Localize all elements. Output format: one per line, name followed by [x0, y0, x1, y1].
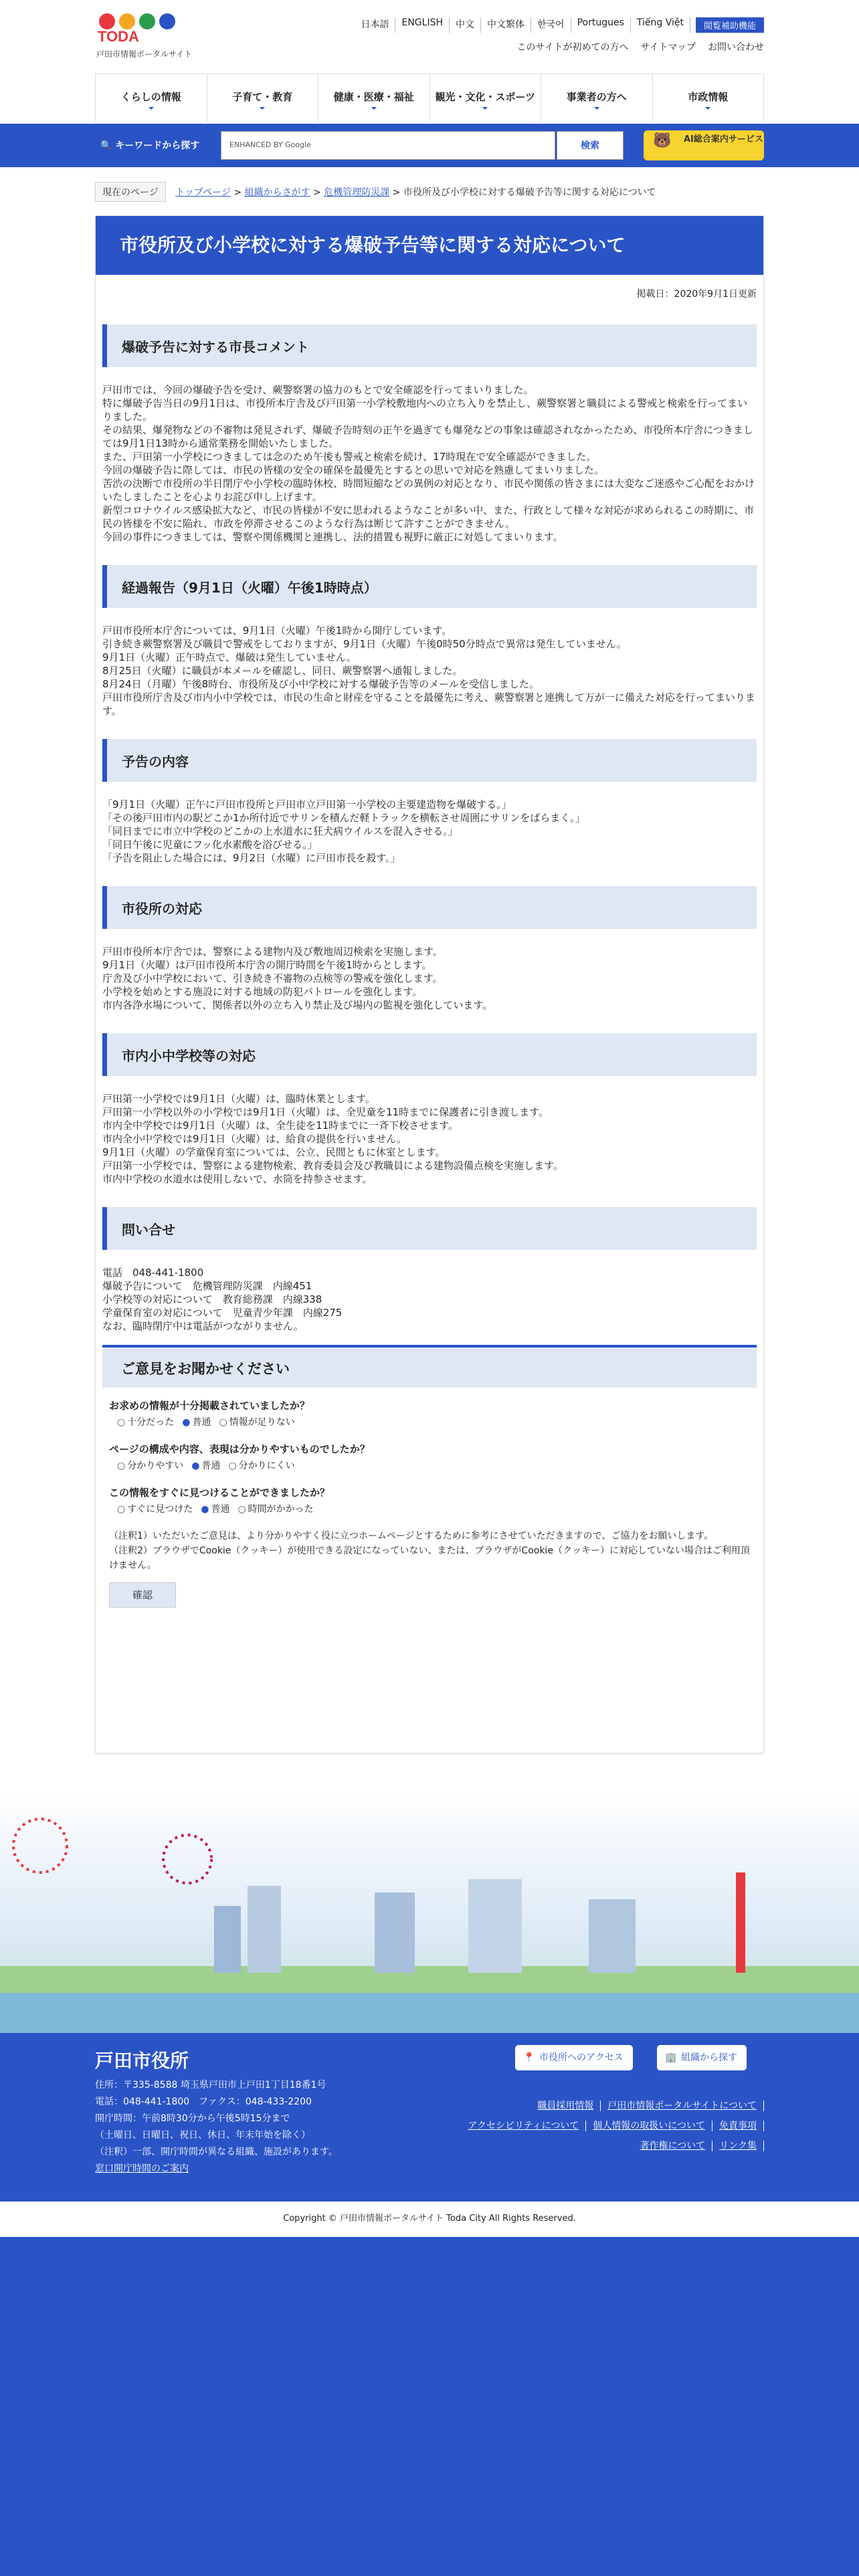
- global-nav: [95, 74, 764, 122]
- gnav-business[interactable]: 事業者の方へ: [541, 74, 652, 122]
- search-label: 🔍 キーワードから探す: [100, 140, 200, 151]
- section-body: 戸田市では、今回の爆破予告を受け、蕨警察署の協力のもとで安全確認を行ってまいりました。 特に爆破予告当日の9月1日は、市役所本庁舎及び戸田第一小学校敷地内への立ち入りを禁止し、蕨警察署と職員による警戒と検索を行ってまいりました。 その結果、爆発物などの不審物は発見されず、爆破予告時刻の正午を過ぎても爆発などの事象は確認されなかったため、市役所本庁舎につきましては9月1日13時から通常業務を開始いたしました。 また、戸田第一小学校につきましては念のため午後も警戒と検索を続け、17時現在で安全確認ができました。 今回の爆破予告に際しては、市民の皆様の安全の確保を最優先とするとの思いで対応を熟慮してまいりました。 苦渋の決断で市役所の半日閉庁や小学校の臨時休校、時間短縮などの異例の対応となり、市民や関係の皆さまには大変なご迷惑やご心配をおかけいたしましたことを心よりお詫び申し上げます。 新型コロナウイルス感染拡大など、市民の皆様が不安に思われるようなことが多い中、また、行政として様々な対応が求められるこの時期に、市民の皆様を不安に陥れ、市政を停滞させるこのような行為は断じて許すことができません。 今回の事件につきましては、警察や関係機関と連携し、法的措置も視野に厳正に対処してまいります。: [102, 384, 755, 543]
- footer-link[interactable]: 職員採用情報: [531, 2101, 601, 2111]
- language-menu: [355, 17, 764, 33]
- org-search-button[interactable]: 🏢 組織から探す: [657, 2045, 747, 2070]
- main-content: [95, 215, 764, 1753]
- survey-question: この情報をすぐに見つけることができましたか？: [109, 1487, 330, 1499]
- section-heading: 爆破予告に対する市長コメント: [102, 324, 757, 367]
- gnav-health[interactable]: 健康・医療・福祉: [318, 74, 430, 122]
- org-icon: 🏢: [665, 2052, 677, 2063]
- survey-question: お求めの情報が十分掲載されていましたか？: [109, 1400, 310, 1412]
- section-heading: 問い合せ: [102, 1207, 757, 1250]
- breadcrumb-org[interactable]: 組織からさがす: [244, 187, 310, 198]
- radio-option[interactable]: ○ 時間がかかった: [237, 1502, 313, 1515]
- footer-title: 戸田市役所: [95, 2050, 189, 2072]
- footer-links: [461, 2096, 764, 2156]
- section-heading: 市役所の対応: [102, 886, 757, 929]
- lang-zh[interactable]: 中文: [450, 17, 481, 33]
- accessibility-button[interactable]: 閲覧補助機能: [696, 17, 764, 33]
- radio-option[interactable]: ○ 情報が足りない: [219, 1415, 294, 1428]
- search-bar: [0, 124, 859, 167]
- survey-options: [96, 1499, 763, 1518]
- page-background: [0, 2237, 859, 2576]
- lang-ja[interactable]: 日本語: [355, 17, 395, 33]
- footer-link[interactable]: 著作権について: [634, 2141, 713, 2151]
- radio-option[interactable]: ● 普通: [191, 1459, 220, 1472]
- section-body: 電話 048-441-1800 爆破予告について 危機管理防災課 内線451 小学校等の対応について 教育総務課 内線338 学童保育室の対応について 児童青少年課 内線275 なお、臨時閉庁中は電話がつながりません。: [102, 1267, 343, 1332]
- contact-link[interactable]: お問い合わせ: [708, 42, 764, 53]
- site-header: [0, 0, 859, 124]
- footer-link[interactable]: リンク集: [712, 2141, 764, 2151]
- hours-link[interactable]: 窓口開庁時間のご案内: [95, 2163, 189, 2174]
- city-illustration: [0, 1792, 859, 2040]
- site-logo[interactable]: [95, 7, 256, 62]
- map-pin-icon: 📍: [523, 2052, 535, 2063]
- breadcrumb-current: 市役所及び小学校に対する爆破予告等に関する対応について: [403, 187, 656, 198]
- site-footer: [0, 2033, 859, 2202]
- confirm-button[interactable]: 確認: [109, 1582, 176, 1608]
- footer-info: 住所：〒335-8588 埼玉県戸田市上戸田1丁目18番1号 電話：048-441-1800 ファクス：048-433-2200 開庁時間：午前8時30分から午後5時15分まで （土曜日、日曜日、祝日、休日、年末年始を除く） （注釈）一部、開庁時間が異なる組織、施設があります。 窓口開庁時間のご案内: [95, 2080, 338, 2174]
- gnav-government[interactable]: 市政情報: [652, 74, 765, 122]
- radio-option[interactable]: ○ 十分だった: [117, 1415, 174, 1428]
- lang-ko[interactable]: 한국어: [531, 17, 571, 33]
- logo-wordmark: TODA: [98, 28, 139, 45]
- survey-options: [96, 1412, 763, 1431]
- footer-link[interactable]: 免責事項: [712, 2121, 764, 2131]
- section-body: 戸田市役所本庁舎については、9月1日（火曜）午後1時から開庁しています。 引き続き蕨警察署及び職員で警戒をしておりますが、9月1日（火曜）午後0時50分時点で異常は発生していません。 9月1日（火曜）正午時点で、爆破は発生していません。 8月25日（火曜）に職員が本メールを確認し、同日、蕨警察署へ通報しました。 8月24日（月曜）午後8時台、市役所及び小中学校に対する爆破予告等のメールを受信しました。 戸田市役所庁舎及び市内小中学校では、市民の生命と財産を守ることを最優先に考え、蕨警察署と連携して万が一に備えた対応を行ってまいります。: [102, 625, 755, 717]
- update-date: 掲載日：2020年9月1日更新: [636, 289, 757, 300]
- utility-links: [517, 40, 765, 53]
- first-time-link[interactable]: このサイトが初めての方へ: [516, 42, 629, 53]
- survey-heading: ご意見をお聞かせください: [102, 1345, 757, 1388]
- sitemap-link[interactable]: サイトマップ: [640, 42, 696, 53]
- search-button[interactable]: 検索: [557, 131, 624, 160]
- radio-option[interactable]: ○ 分かりやすい: [117, 1459, 183, 1472]
- gnav-living[interactable]: くらしの情報: [95, 74, 207, 122]
- breadcrumb: 現在のページ トップページ > 組織からさがす > 危機管理防災課 > 市役所及び小学校に対する爆破予告等に関する対応について: [95, 182, 656, 202]
- access-button[interactable]: 📍 市役所へのアクセス: [515, 2045, 633, 2070]
- radio-option[interactable]: ○ 分かりにくい: [228, 1459, 294, 1472]
- breadcrumb-top[interactable]: トップページ: [175, 187, 231, 198]
- section-body: 戸田市役所本庁舎では、警察による建物内及び敷地周辺検索を実施します。 9月1日（火曜）は戸田市役所本庁舎の開庁時間を午後1時からとします。 庁舎及び小中学校において、引き続き不審物の点検等の警戒を強化します。 小学校を始めとする施設に対する地域の防犯パトロールを強化します。 市内各浄水場について、関係者以外の立ち入り禁止及び場内の監視を強化しています。: [102, 946, 493, 1011]
- page-title: 市役所及び小学校に対する爆破予告等に関する対応について: [96, 216, 763, 275]
- footer-link[interactable]: 個人情報の取扱いについて: [586, 2121, 712, 2131]
- lang-zh-tw[interactable]: 中文繁体: [481, 17, 531, 33]
- survey-options: [96, 1456, 763, 1475]
- radio-option[interactable]: ○ すぐに見つけた: [117, 1502, 193, 1515]
- lang-en[interactable]: ENGLISH: [395, 17, 450, 33]
- gnav-tourism[interactable]: 観光・文化・スポーツ: [430, 74, 541, 122]
- ai-guide-button[interactable]: 🐻 AI総合案内サービス: [644, 130, 764, 160]
- survey-notes: （注釈1）いただいたご意見は、より分かりやすく役に立つホームページとするために参考にさせていただきますので、ご協力をお願いします。 （注釈2）ブラウザでCookie（クッキー）が使用できる設定になっていない、または、ブラウザがCookie（クッキー）に対応していない場合はご利用頂けません。: [109, 1531, 750, 1571]
- site-name: 戸田市情報ポータルサイト: [96, 49, 193, 59]
- survey-question: ページの構成や内容、表現は分かりやすいものでしたか？: [109, 1443, 370, 1455]
- section-body: 戸田第一小学校では9月1日（火曜）は、臨時休業とします。 戸田第一小学校以外の小学校では9月1日（火曜）は、全児童を11時までに保護者に引き渡します。 市内全中学校では9月1日（火曜）は、全生徒を11時までに一斉下校させます。 市内全小中学校では9月1日（火曜）は、給食の提供を行いません。 9月1日（火曜）の学童保育室については、公立、民間ともに休室とします。 戸田第一小学校では、警察による建物検索、教育委員会及び教職員による建物設備点検を実施します。 市内中学校の水道水は使用しないで、水筒を持参させます。: [102, 1093, 563, 1185]
- lang-pt[interactable]: Portugues: [571, 17, 631, 33]
- search-icon: 🔍: [100, 140, 112, 151]
- section-body: 「9月1日（火曜）正午に戸田市役所と戸田市立戸田第一小学校の主要建造物を爆破する。」 「その後戸田市内の駅どこか1か所付近でサリンを積んだ軽トラックを横転させ周囲にサリンをばらまく。」 「同日までに市立中学校のどこかの上水道水に狂犬病ウイルスを混入させる。」 「同日午後に児童にフッ化水素酸を浴びせる。」 「予告を阻止した場合には、9月2日（水曜）に戸田市長を殺す。」: [102, 798, 585, 864]
- section-heading: 経過報告（9月1日（火曜）午後1時時点）: [102, 565, 757, 608]
- section-heading: 予告の内容: [102, 739, 757, 782]
- footer-link[interactable]: 戸田市情報ポータルサイトについて: [601, 2101, 764, 2111]
- breadcrumb-label: 現在のページ: [95, 182, 166, 202]
- radio-option[interactable]: ● 普通: [182, 1415, 211, 1428]
- copyright: Copyright © 戸田市情報ポータルサイト Toda City All Rights Reserved.: [283, 2214, 576, 2224]
- breadcrumb-dept[interactable]: 危機管理防災課: [324, 187, 390, 198]
- lang-vi[interactable]: Tiếng Việt: [631, 17, 690, 33]
- search-input[interactable]: ENHANCED BY Google: [221, 131, 555, 160]
- section-heading: 市内小中学校等の対応: [102, 1033, 757, 1076]
- radio-option[interactable]: ● 普通: [201, 1502, 229, 1515]
- gnav-child[interactable]: 子育て・教育: [207, 74, 318, 122]
- footer-link[interactable]: アクセシビリティについて: [461, 2121, 586, 2131]
